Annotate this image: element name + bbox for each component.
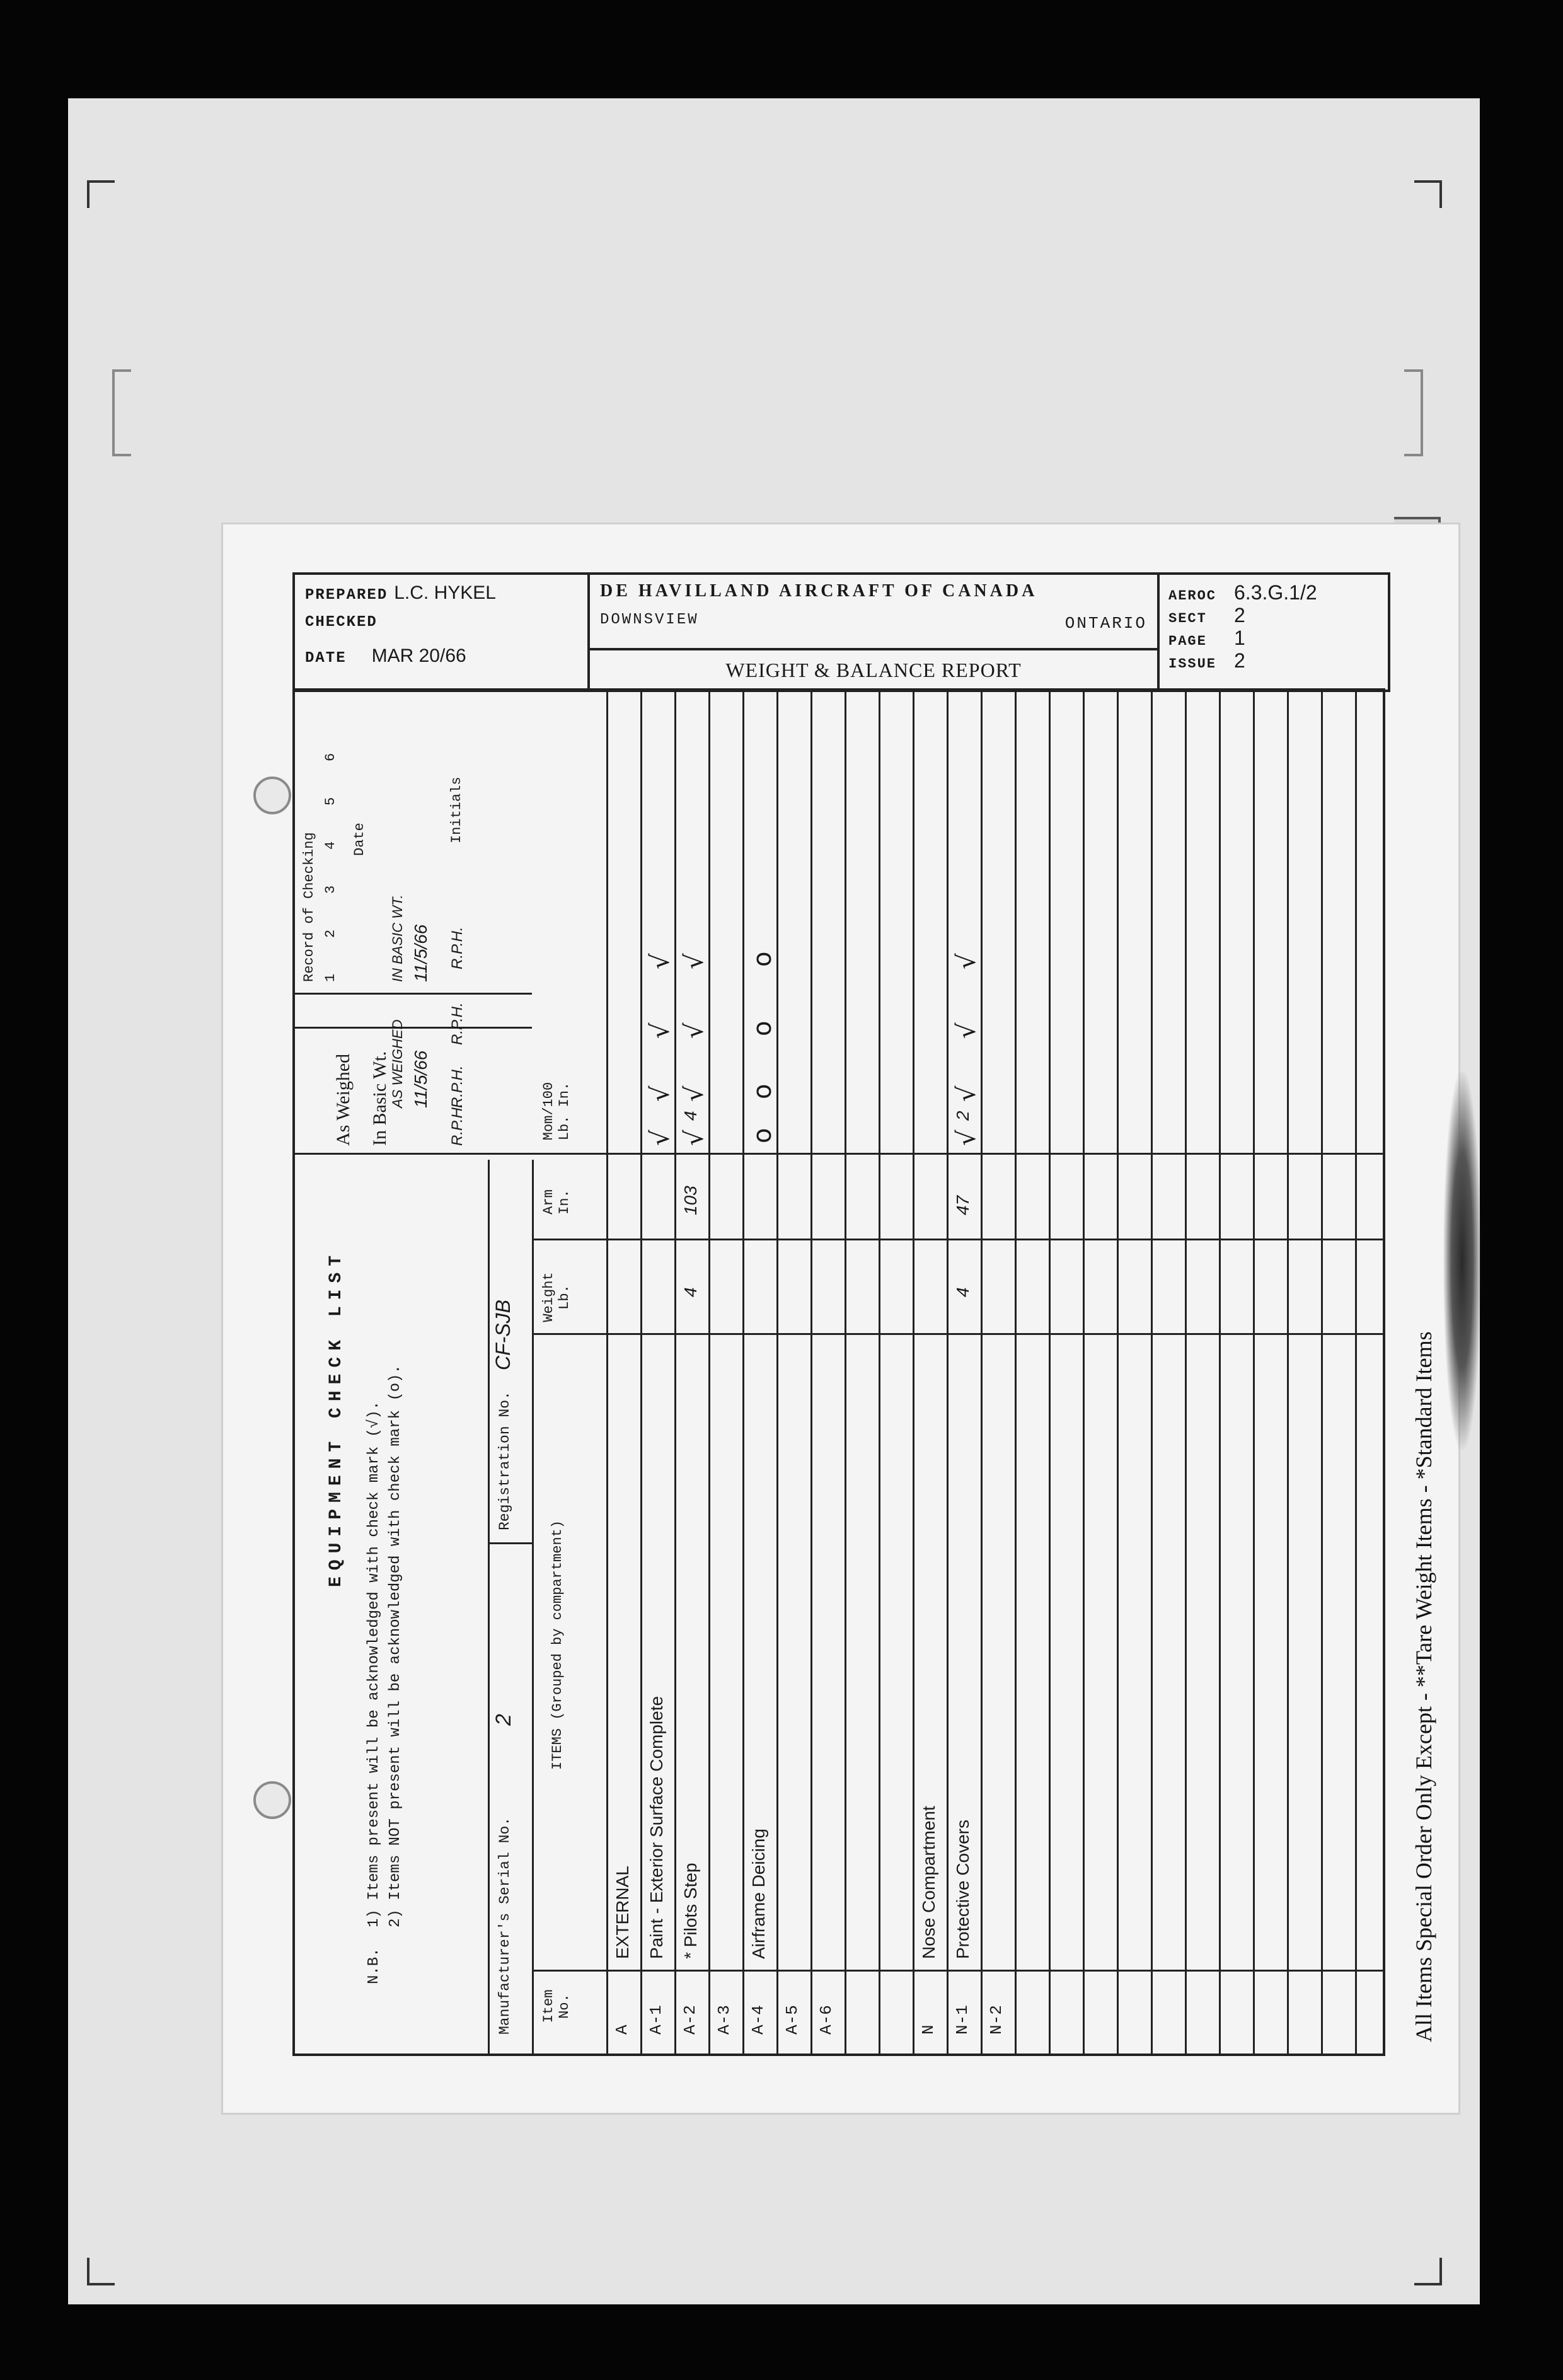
row-item: * Pilots Step bbox=[681, 1863, 700, 1959]
registration-value: CF-SJB bbox=[492, 1300, 514, 1370]
rule bbox=[1083, 691, 1085, 2054]
issue-label: ISSUE bbox=[1168, 656, 1217, 672]
crop-mark bbox=[87, 2258, 115, 2285]
record-num-4: 4 bbox=[323, 841, 338, 850]
rule bbox=[532, 1970, 1383, 1972]
rule bbox=[532, 1239, 1383, 1240]
check-mark: √ bbox=[952, 1129, 981, 1146]
row-mom: 2 bbox=[953, 1111, 972, 1121]
rule bbox=[488, 1542, 532, 1544]
rule bbox=[947, 691, 949, 2054]
rule bbox=[532, 1160, 534, 2054]
record-label: Record of Checking bbox=[301, 832, 317, 982]
absent-mark: o bbox=[748, 951, 777, 967]
sect-label: SECT bbox=[1168, 611, 1207, 627]
absent-mark: o bbox=[748, 1128, 777, 1143]
record2-title: AS WEIGHED bbox=[389, 1019, 405, 1108]
rule bbox=[1151, 691, 1153, 2054]
location-left: DOWNSVIEW bbox=[600, 611, 699, 628]
check-mark: √ bbox=[646, 1129, 675, 1146]
prepared-label: PREPARED bbox=[305, 587, 388, 604]
punch-hole bbox=[253, 1781, 291, 1819]
punch-hole bbox=[253, 777, 291, 814]
serial-value: 2 bbox=[492, 1714, 516, 1726]
document-sheet bbox=[223, 524, 1458, 2113]
record-num-6: 6 bbox=[323, 753, 338, 761]
rule bbox=[295, 993, 532, 995]
record-num-3: 3 bbox=[323, 885, 338, 894]
record2-date: 11/5/66 bbox=[411, 1050, 430, 1108]
rule bbox=[1287, 691, 1289, 2054]
col-item-no: Item No. bbox=[541, 1989, 572, 2023]
record-num-1: 1 bbox=[323, 973, 338, 982]
note-not-present: 2) Items NOT present will be acknowledged with check mark (o). bbox=[387, 1365, 404, 1927]
registration-bracket bbox=[112, 369, 131, 456]
company-block bbox=[590, 575, 1160, 690]
reference-block bbox=[1160, 575, 1388, 690]
date-value: MAR 20/66 bbox=[371, 645, 466, 666]
row-item: Airframe Deicing bbox=[749, 1828, 768, 1959]
crop-mark bbox=[1414, 180, 1442, 208]
rule bbox=[879, 691, 880, 2054]
row-item: EXTERNAL bbox=[613, 1866, 632, 1959]
rule bbox=[674, 691, 676, 2054]
absent-mark: o bbox=[748, 1020, 777, 1036]
row-no: N-1 bbox=[953, 2005, 972, 2035]
row-no: N-2 bbox=[987, 2005, 1006, 2035]
col-arm: Arm In. bbox=[541, 1189, 572, 1215]
row-arm: 103 bbox=[681, 1186, 700, 1215]
aeroc-label: AEROC bbox=[1168, 588, 1217, 604]
col-mom: Mom/100 Lb. In. bbox=[541, 1082, 572, 1141]
date-label: DATE bbox=[305, 650, 347, 667]
initials-3: R.P.H. bbox=[449, 1065, 466, 1108]
check-mark: √ bbox=[646, 953, 675, 969]
rule bbox=[1253, 691, 1255, 2054]
check-mark: √ bbox=[680, 953, 709, 969]
initials-1: R.P.H. bbox=[449, 927, 466, 969]
ink-smudge bbox=[1443, 1072, 1481, 1450]
initials-4: R.P.H. bbox=[449, 1103, 466, 1146]
page-value: 1 bbox=[1234, 627, 1245, 649]
check-mark: √ bbox=[680, 1085, 709, 1102]
serial-label: Manufacturer's Serial No. bbox=[497, 1817, 513, 2035]
rule bbox=[845, 691, 846, 2054]
rule bbox=[1015, 691, 1017, 2054]
checklist-title: EQUIPMENT CHECK LIST bbox=[326, 1249, 346, 1587]
prepared-value: L.C. HYKEL bbox=[394, 582, 496, 603]
location-right: ONTARIO bbox=[1064, 614, 1147, 633]
row-no: A-6 bbox=[817, 2005, 836, 2035]
footer-note: All Items Special Order Only Except - **Tare Weight Items - *Standard Items bbox=[1411, 1331, 1436, 2042]
rule bbox=[981, 691, 983, 2054]
date-col: Date bbox=[352, 823, 367, 856]
rule bbox=[1117, 691, 1119, 2054]
issue-value: 2 bbox=[1234, 649, 1245, 672]
row-item: Nose Compartment bbox=[919, 1806, 938, 1959]
row-item: Protective Covers bbox=[953, 1820, 972, 1959]
row-no: A-2 bbox=[681, 2005, 700, 2035]
row-no: A-3 bbox=[715, 2005, 734, 2035]
check-mark: √ bbox=[952, 953, 981, 969]
row-mom: 4 bbox=[681, 1111, 700, 1121]
registration-bracket bbox=[1404, 369, 1423, 456]
absent-mark: o bbox=[748, 1083, 777, 1099]
checked-label: CHECKED bbox=[305, 614, 378, 631]
report-title: WEIGHT & BALANCE REPORT bbox=[725, 659, 1022, 681]
row-item: Paint - Exterior Surface Complete bbox=[647, 1695, 666, 1959]
rule bbox=[606, 691, 608, 2054]
rule bbox=[1321, 691, 1323, 2054]
row-no: A-4 bbox=[749, 2005, 768, 2035]
check-mark: √ bbox=[646, 1022, 675, 1039]
record1-date: 11/5/66 bbox=[411, 924, 430, 982]
equipment-check-list bbox=[292, 688, 1385, 2056]
col-weight: Weight Lb. bbox=[541, 1272, 572, 1322]
as-weighed-label: As Weighed bbox=[333, 1053, 354, 1146]
rule bbox=[488, 1160, 490, 2054]
initials-2: R.P.H. bbox=[449, 1002, 466, 1045]
rule bbox=[1049, 691, 1051, 2054]
crop-mark bbox=[1414, 2258, 1442, 2285]
rule bbox=[640, 691, 642, 2054]
sect-value: 2 bbox=[1234, 604, 1245, 627]
check-mark: √ bbox=[952, 1022, 981, 1039]
rule bbox=[295, 1153, 532, 1155]
crop-mark bbox=[87, 180, 115, 208]
row-no: A-5 bbox=[783, 2005, 802, 2035]
aeroc-value: 6.3.G.1/2 bbox=[1234, 581, 1317, 604]
rule bbox=[776, 691, 778, 2054]
check-mark: √ bbox=[680, 1129, 709, 1146]
registration-label: Registration No. bbox=[497, 1391, 513, 1530]
rule bbox=[810, 691, 812, 2054]
row-no: N bbox=[919, 2025, 938, 2035]
check-mark: √ bbox=[952, 1085, 981, 1102]
rule bbox=[913, 691, 914, 2054]
rule bbox=[742, 691, 744, 2054]
row-weight: 4 bbox=[953, 1287, 972, 1297]
rule bbox=[708, 691, 710, 2054]
row-arm: 47 bbox=[953, 1195, 972, 1215]
note-present: 1) Items present will be acknowledged with check mark (√). bbox=[366, 1401, 383, 1927]
report-header bbox=[292, 572, 1390, 692]
preparer-block bbox=[295, 575, 590, 690]
rule bbox=[532, 1153, 1383, 1155]
nb-label: N.B. bbox=[366, 1948, 383, 1984]
rule bbox=[1219, 691, 1221, 2054]
in-basic-wt-label: In Basic Wt. bbox=[369, 1051, 390, 1146]
rule bbox=[1185, 691, 1187, 2054]
record-num-5: 5 bbox=[323, 797, 338, 806]
record-num-2: 2 bbox=[323, 929, 338, 938]
page-label: PAGE bbox=[1168, 633, 1207, 649]
rule bbox=[295, 1027, 532, 1029]
record1-title: IN BASIC WT. bbox=[389, 894, 405, 982]
row-no: A-1 bbox=[647, 2005, 666, 2035]
initials-col: Initials bbox=[449, 777, 464, 843]
company-name: DE HAVILLAND AIRCRAFT OF CANADA bbox=[600, 581, 1038, 601]
row-weight: 4 bbox=[681, 1287, 700, 1297]
col-items: ITEMS (Grouped by compartment) bbox=[550, 1520, 565, 1770]
check-mark: √ bbox=[646, 1085, 675, 1102]
row-no: A bbox=[613, 2025, 632, 2035]
check-mark: √ bbox=[680, 1022, 709, 1039]
rule bbox=[1355, 691, 1357, 2054]
rule bbox=[532, 1333, 1383, 1335]
